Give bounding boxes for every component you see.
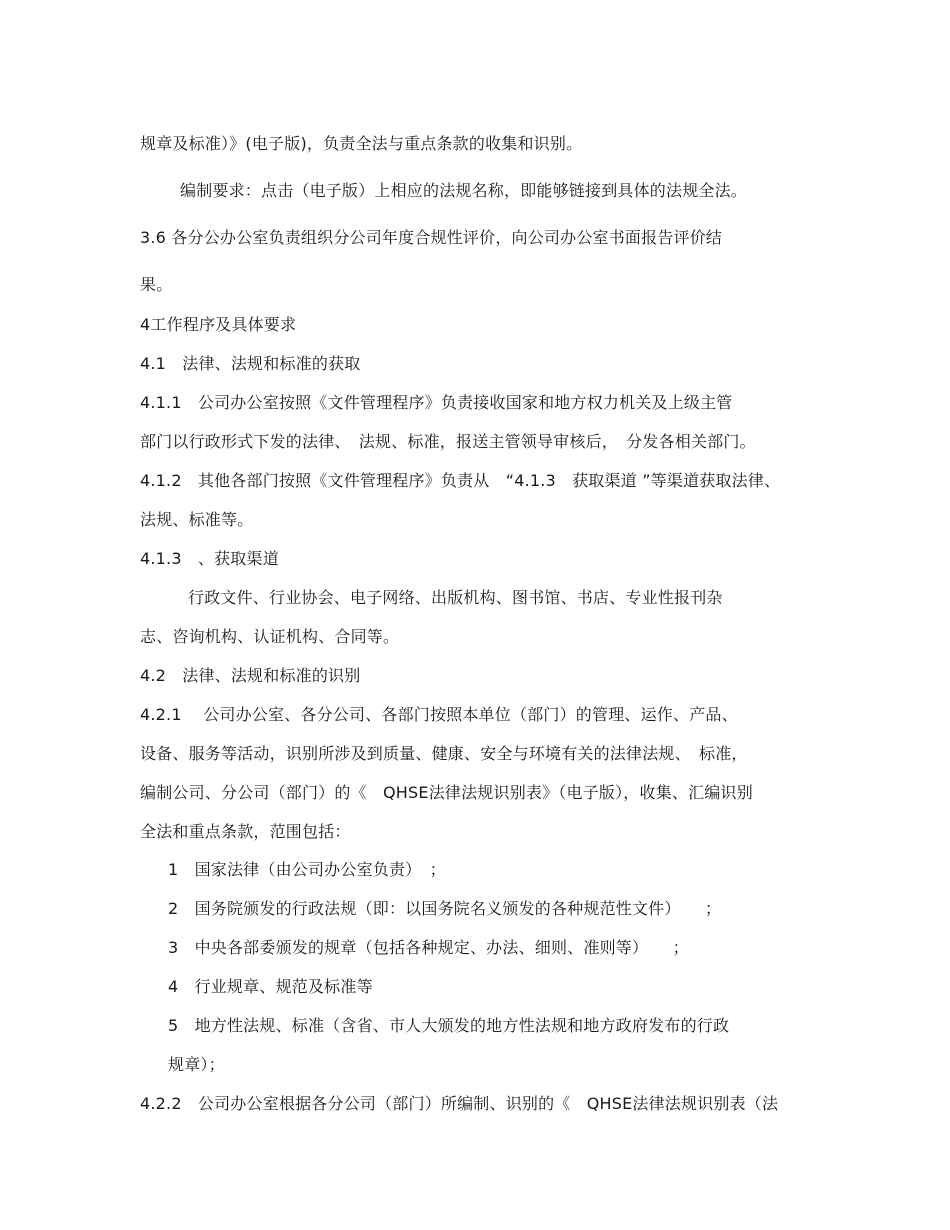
paragraph-line: 4.2.1 公司办公室、各分公司、各部门按照本单位（部门）的管理、运作、产品、 [140,705,738,724]
section-heading: 4工作程序及具体要求 [140,315,297,334]
paragraph-line: 法规、标准等。 [140,510,254,529]
list-item: 2 国务院颁发的行政法规（即：以国务院名义颁发的各种规范性文件） ； [168,899,722,918]
list-item: 4 行业规章、规范及标准等 [168,977,373,996]
list-item: 3 中央各部委颁发的规章（包括各种规定、办法、细则、准则等） ； [168,938,689,957]
paragraph-line: 志、咨询机构、认证机构、合同等。 [140,627,400,646]
paragraph-line: 全法和重点条款，范围包括： [140,822,351,841]
section-heading: 4.1 法律、法规和标准的获取 [140,354,361,373]
paragraph-line: 规章及标准）》(电子版)，负责全法与重点条款的收集和识别。 [140,134,583,153]
list-item: 1 国家法律（由公司办公室负责） ； [168,860,446,879]
list-item: 5 地方性法规、标准（含省、市人大颁发的地方性法规和地方政府发布的行政 [168,1016,730,1035]
paragraph-line: 行政文件、行业协会、电子网络、出版机构、图书馆、书店、专业性报刊杂 [188,588,723,607]
list-item-continuation: 规章）； [168,1055,225,1074]
paragraph-line: 编制要求：点击（电子版）上相应的法规名称，即能够链接到具体的法规全法。 [180,181,748,200]
paragraph-line: 部门以行政形式下发的法律、 法规、标准，报送主管领导审核后， 分发各相关部门。 [140,432,756,451]
paragraph-line: 4.1.1 公司办公室按照《文件管理程序》负责接收国家和地方权力机关及上级主管 [140,393,733,412]
paragraph-line: 设备、服务等活动，识别所涉及到质量、健康、安全与环境有关的法律法规、 标准， [140,744,748,763]
paragraph-line: 4.1.2 其他各部门按照《文件管理程序》负责从 “4.1.3 获取渠道 ”等渠道获取法律、 [140,471,781,490]
section-heading: 4.2 法律、法规和标准的识别 [140,666,361,685]
section-heading: 4.1.3 、获取渠道 [140,549,279,568]
paragraph-line: 编制公司、分公司（部门）的《 QHSE法律法规识别表》（电子版），收集、汇编识别 [140,783,753,802]
paragraph-line: 果。 [140,275,173,294]
paragraph-line: 3.6 各分公办公室负责组织分公司年度合规性评价，向公司办公室书面报告评价结 [140,228,723,247]
paragraph-line: 4.2.2 公司办公室根据各分公司（部门）所编制、识别的《 QHSE法律法规识别表（法 [140,1094,779,1113]
